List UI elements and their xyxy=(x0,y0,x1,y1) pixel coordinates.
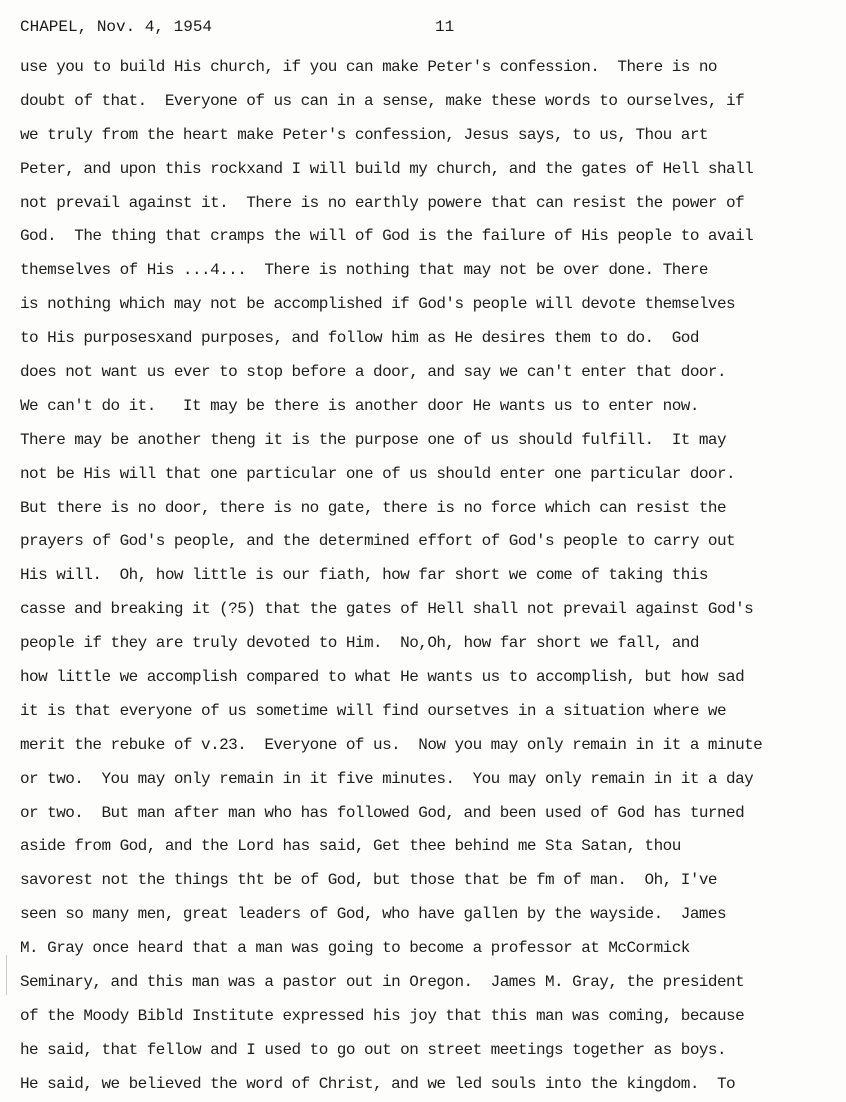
text-line: We can't do it. It may be there is another door He wants us to enter now. xyxy=(20,396,699,415)
text-line: it is that everyone of us sometime will find oursetves in a situation where we xyxy=(20,701,727,720)
text-line: aside from God, and the Lord has said, Get thee behind me Sta Satan, thou xyxy=(20,837,681,856)
margin-mark xyxy=(6,955,7,995)
text-line: But there is no door, there is no gate, there is no force which can resist the xyxy=(20,498,727,517)
text-line: merit the rebuke of v.23. Everyone of us. Now you may only remain in it a minute xyxy=(20,735,763,754)
body-text xyxy=(20,51,846,1102)
text-line: use you to build His church, if you can make Peter's confession. There is no xyxy=(20,58,717,76)
text-line: doubt of that. Everyone of us can in a sense, make these words to ourselves, if xyxy=(20,91,745,110)
text-line: does not want us ever to stop before a door, and say we can't enter that door. xyxy=(20,363,727,382)
text-line: not prevail against it. There is no earthly powere that can resist the power of xyxy=(20,193,745,212)
text-line: His will. Oh, how little is our fiath, how far short we come of taking this xyxy=(20,566,708,585)
text-line: he said, that fellow and I used to go out on street meetings together as boys. xyxy=(20,1040,727,1059)
text-line: There may be another theng it is the purpose one of us should fulfill. It may xyxy=(20,430,727,449)
text-line: how little we accomplish compared to what He wants us to accomplish, but how sad xyxy=(20,668,745,687)
text-line: not be His will that one particular one of us should enter one particular door. xyxy=(20,464,736,483)
text-line: people if they are truly devoted to Him. No,Oh, how far short we fall, and xyxy=(20,634,699,653)
text-line: casse and breaking it (?5) that the gates of Hell shall not prevail against God's xyxy=(20,600,754,619)
text-line: Peter, and upon this rockxand I will build my church, and the gates of Hell shall xyxy=(20,159,754,178)
text-line: or two. But man after man who has followed God, and been used of God has turned xyxy=(20,803,745,822)
text-line: Seminary, and this man was a pastor out in Oregon. James M. Gray, the president xyxy=(20,973,745,992)
text-line: or two. You may only remain in it five minutes. You may only remain in it a day xyxy=(20,769,754,788)
page-header: CHAPEL, Nov. 4, 1954 xyxy=(20,18,213,36)
text-line: we truly from the heart make Peter's confession, Jesus says, to us, Thou art xyxy=(20,125,708,144)
text-line: of the Moody Bibld Institute expressed his joy that this man was coming, because xyxy=(20,1006,745,1025)
text-line: is nothing which may not be accomplished if God's people will devote themselves xyxy=(20,295,736,314)
page-number: 11 xyxy=(435,18,455,36)
text-line: M. Gray once heard that a man was going to become a professor at McCormick xyxy=(20,939,690,958)
text-line: themselves of His ...4... There is nothing that may not be over done. There xyxy=(20,261,708,280)
text-line: He said, we believed the word of Christ, and we led souls into the kingdom. To xyxy=(20,1074,736,1093)
text-line: to His purposesxand purposes, and follow him as He desires them to do. God xyxy=(20,329,699,348)
text-line: God. The thing that cramps the will of God is the failure of His people to avail xyxy=(20,227,754,246)
text-line: savorest not the things tht be of God, but those that be fm of man. Oh, I've xyxy=(20,871,717,890)
text-line: prayers of God's people, and the determined effort of God's people to carry out xyxy=(20,532,736,551)
text-line: seen so many men, great leaders of God, who have gallen by the wayside. James xyxy=(20,905,727,924)
